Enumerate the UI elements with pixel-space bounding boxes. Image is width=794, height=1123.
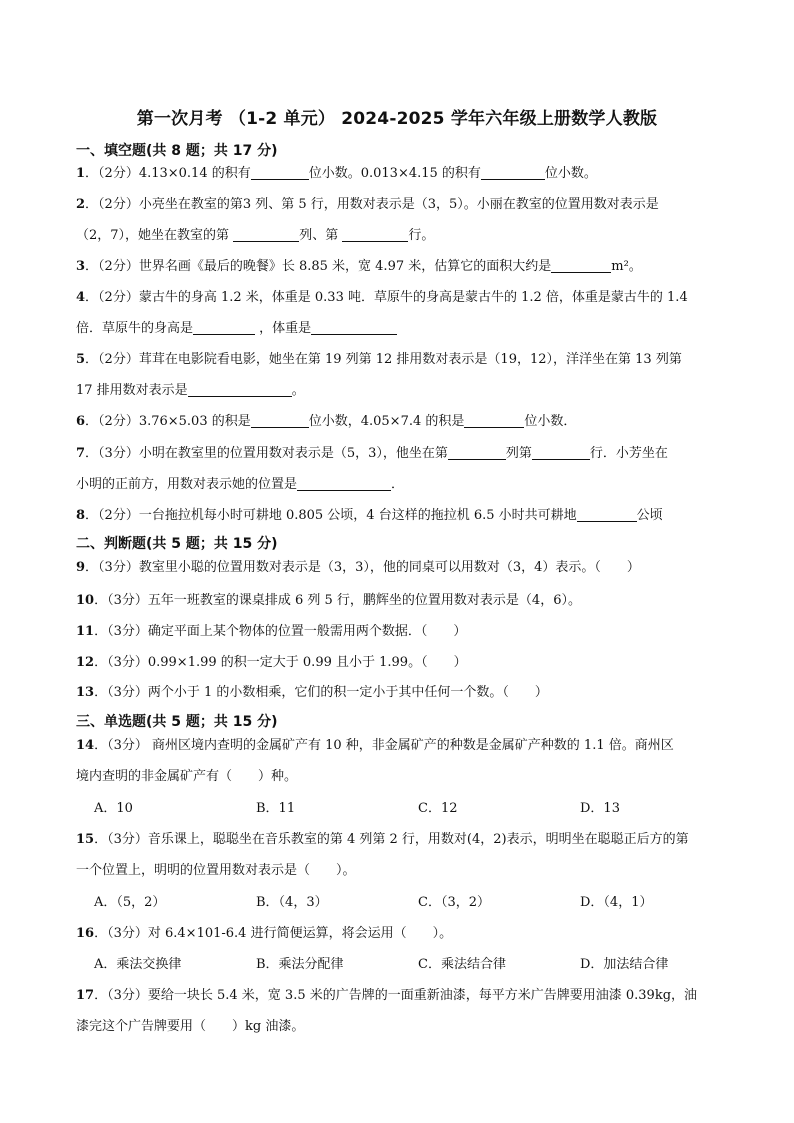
question-text: ．（2分）一台拖拉机每小时可耕地 0.805 公顷，4 台这样的拖拉机 6.5 小时共可耕地: [85, 508, 577, 523]
question-8: [76, 507, 663, 525]
question-text: 漆完这个广告牌要用（ ）kg 油漆。: [76, 1019, 305, 1034]
question-5: [76, 351, 682, 369]
question-text: （2，7），她坐在教室的第: [76, 228, 234, 243]
question-text: ．（3分）教室里小聪的位置用数对表示是（3，3），他的同桌可以用数对（3，4）表示。（ ）: [85, 560, 640, 575]
question-6: [76, 413, 576, 431]
question-15-cont: [76, 862, 356, 880]
answer-blank[interactable]: [551, 258, 611, 273]
question-number: 14: [76, 738, 95, 753]
question-text: ．（3分）对 6.4×101-6.4 进行简便运算，将会运用（ ）。: [94, 926, 453, 941]
question-text: ．（2分）小亮坐在教室的第3 列、第 5 行，用数对表示是（3，5）。小丽在教室的位置用数对表示是: [85, 197, 659, 212]
question-7: [76, 445, 668, 463]
question-text: ．（2分）世界名画《最后的晚餐》长 8.85 米，宽 4.97 米，估算它的面积大约是: [85, 259, 552, 274]
question-17: [76, 987, 697, 1005]
question-number: 3: [76, 259, 86, 274]
question-text: ．（3分）两个小于 1 的小数相乘，它们的积一定小于其中任何一个数。（ ）: [94, 685, 548, 700]
option-b[interactable]: B．乘法分配律: [256, 957, 344, 972]
option-c[interactable]: C．（3，2）: [418, 895, 490, 910]
section-fill-blank-heading: 一、填空题(共 8 题；共 17 分): [76, 143, 278, 159]
question-text: ．（3分）要给一块长 5.4 米，宽 3.5 米的广告牌的一面重新油漆，每平方米广告牌要用油漆 0.39kg，油: [94, 988, 698, 1003]
question-number: 15: [76, 832, 95, 847]
question-text: ，体重是: [255, 321, 312, 336]
question-text: ．（3分）0.99×1.99 的积一定大于 0.99 且小于 1.99。（ ）: [94, 655, 467, 670]
question-number: 13: [76, 685, 95, 700]
option-b[interactable]: B．（4，3）: [256, 895, 328, 910]
answer-blank[interactable]: [577, 507, 637, 522]
question-12: [76, 654, 467, 672]
page-title: 第一次月考 （1-2 单元） 2024-2025 学年六年级上册数学人教版: [136, 109, 658, 129]
question-number: 7: [76, 446, 86, 461]
answer-blank[interactable]: [251, 413, 309, 428]
question-1: [76, 165, 597, 183]
question-text: 位小数．: [524, 414, 577, 429]
question-text: 行．小芳坐在: [589, 446, 668, 461]
question-number: 2: [76, 197, 86, 212]
question-17-cont: [76, 1018, 304, 1036]
question-9: [76, 559, 640, 577]
option-c[interactable]: C．12: [418, 801, 458, 816]
question-text: 行。: [408, 228, 435, 243]
option-a[interactable]: A．乘法交换律: [94, 957, 182, 972]
question-text: 位小数。0.013×4.15 的积有: [308, 166, 481, 181]
question-text: 倍．草原牛的身高是: [76, 321, 194, 336]
question-16: [76, 925, 452, 943]
question-text: 列、第: [299, 228, 343, 243]
question-text: 一个位置上，明明的位置用数对表示是（ ）。: [76, 863, 356, 878]
answer-blank[interactable]: [464, 413, 524, 428]
question-7-cont: [76, 476, 404, 494]
question-13: [76, 684, 548, 702]
question-4: [76, 289, 688, 307]
question-text: ．（3分）确定平面上某个物体的位置一般需用两个数据．（ ）: [94, 624, 467, 639]
question-14: [76, 737, 674, 755]
question-text: ．（3分）五年一班教室的课桌排成 6 列 5 行，鹏辉坐的位置用数对表示是（4，6）。: [94, 593, 581, 608]
question-number: 17: [76, 988, 95, 1003]
question-number: 1: [76, 166, 86, 181]
option-d[interactable]: D．加法结合律: [580, 957, 669, 972]
question-14-cont: [76, 768, 297, 786]
question-text: ．: [391, 477, 405, 492]
option-c[interactable]: C．乘法结合律: [418, 957, 506, 972]
question-text: ．（2分）3.76×5.03 的积是: [85, 414, 251, 429]
question-text: 。: [291, 383, 305, 398]
question-text: ．（3分） 商州区境内查明的金属矿产有 10 种，非金属矿产的种数是金属矿产种数的 1.1 倍。商州区: [94, 738, 674, 753]
question-text: 公顷: [636, 508, 663, 523]
option-a[interactable]: A．（5，2）: [94, 895, 166, 910]
question-number: 16: [76, 926, 95, 941]
option-d[interactable]: D．13: [580, 801, 620, 816]
question-text: 列第: [505, 446, 532, 461]
question-number: 5: [76, 352, 86, 367]
question-11: [76, 623, 466, 641]
question-text: ．（2分）蒙古牛的身高 1.2 米，体重是 0.33 吨．草原牛的身高是蒙古牛的 1.2 倍，体重是蒙古牛的 1.4: [85, 290, 688, 305]
question-text: 位小数。: [544, 166, 597, 181]
question-text: ．（3分）音乐课上，聪聪坐在音乐教室的第 4 列第 2 行，用数对(4，2)表示，明明坐在聪聪正后方的第: [94, 832, 689, 847]
question-5-cont: [76, 382, 305, 400]
section-single-choice-heading: 三、单选题(共 5 题；共 15 分): [76, 714, 278, 730]
question-text: 17 排用数对表示是: [76, 383, 188, 398]
question-number: 9: [76, 560, 86, 575]
answer-blank[interactable]: [342, 227, 408, 242]
question-10: [76, 592, 581, 610]
question-text: ．（3分）小明在教室里的位置用数对表示是（5，3），他坐在第: [85, 446, 448, 461]
question-3: [76, 258, 642, 276]
question-15: [76, 831, 689, 849]
answer-blank[interactable]: [193, 320, 255, 335]
answer-blank[interactable]: [297, 476, 391, 491]
question-number: 4: [76, 290, 86, 305]
answer-blank[interactable]: [251, 165, 309, 180]
answer-blank[interactable]: [532, 445, 590, 460]
question-2-cont: [76, 227, 434, 245]
answer-blank[interactable]: [448, 445, 506, 460]
question-number: 11: [76, 624, 95, 639]
question-number: 12: [76, 655, 95, 670]
question-text: 境内查明的非金属矿产有（ ）种。: [76, 769, 298, 784]
question-number: 8: [76, 508, 86, 523]
answer-blank[interactable]: [311, 320, 397, 335]
question-number: 10: [76, 593, 95, 608]
answer-blank[interactable]: [233, 227, 299, 242]
question-text: m²。: [611, 259, 642, 274]
question-number: 6: [76, 414, 86, 429]
question-text: ．（2分）茸茸在电影院看电影，她坐在第 19 列第 12 排用数对表示是（19，12），洋洋坐在第 13 列第: [85, 352, 682, 367]
question-text: ．（2分）4.13×0.14 的积有: [85, 166, 251, 181]
question-text: 小明的正前方，用数对表示她的位置是: [76, 477, 298, 492]
answer-blank[interactable]: [188, 382, 292, 397]
section-true-false-heading: 二、判断题(共 5 题；共 15 分): [76, 536, 278, 552]
option-a[interactable]: A．10: [94, 801, 133, 816]
question-4-cont: [76, 320, 397, 338]
option-d[interactable]: D．（4，1）: [580, 895, 653, 910]
option-b[interactable]: B．11: [256, 801, 296, 816]
answer-blank[interactable]: [481, 165, 545, 180]
question-2: [76, 196, 659, 214]
question-text: 位小数，4.05×7.4 的积是: [308, 414, 465, 429]
